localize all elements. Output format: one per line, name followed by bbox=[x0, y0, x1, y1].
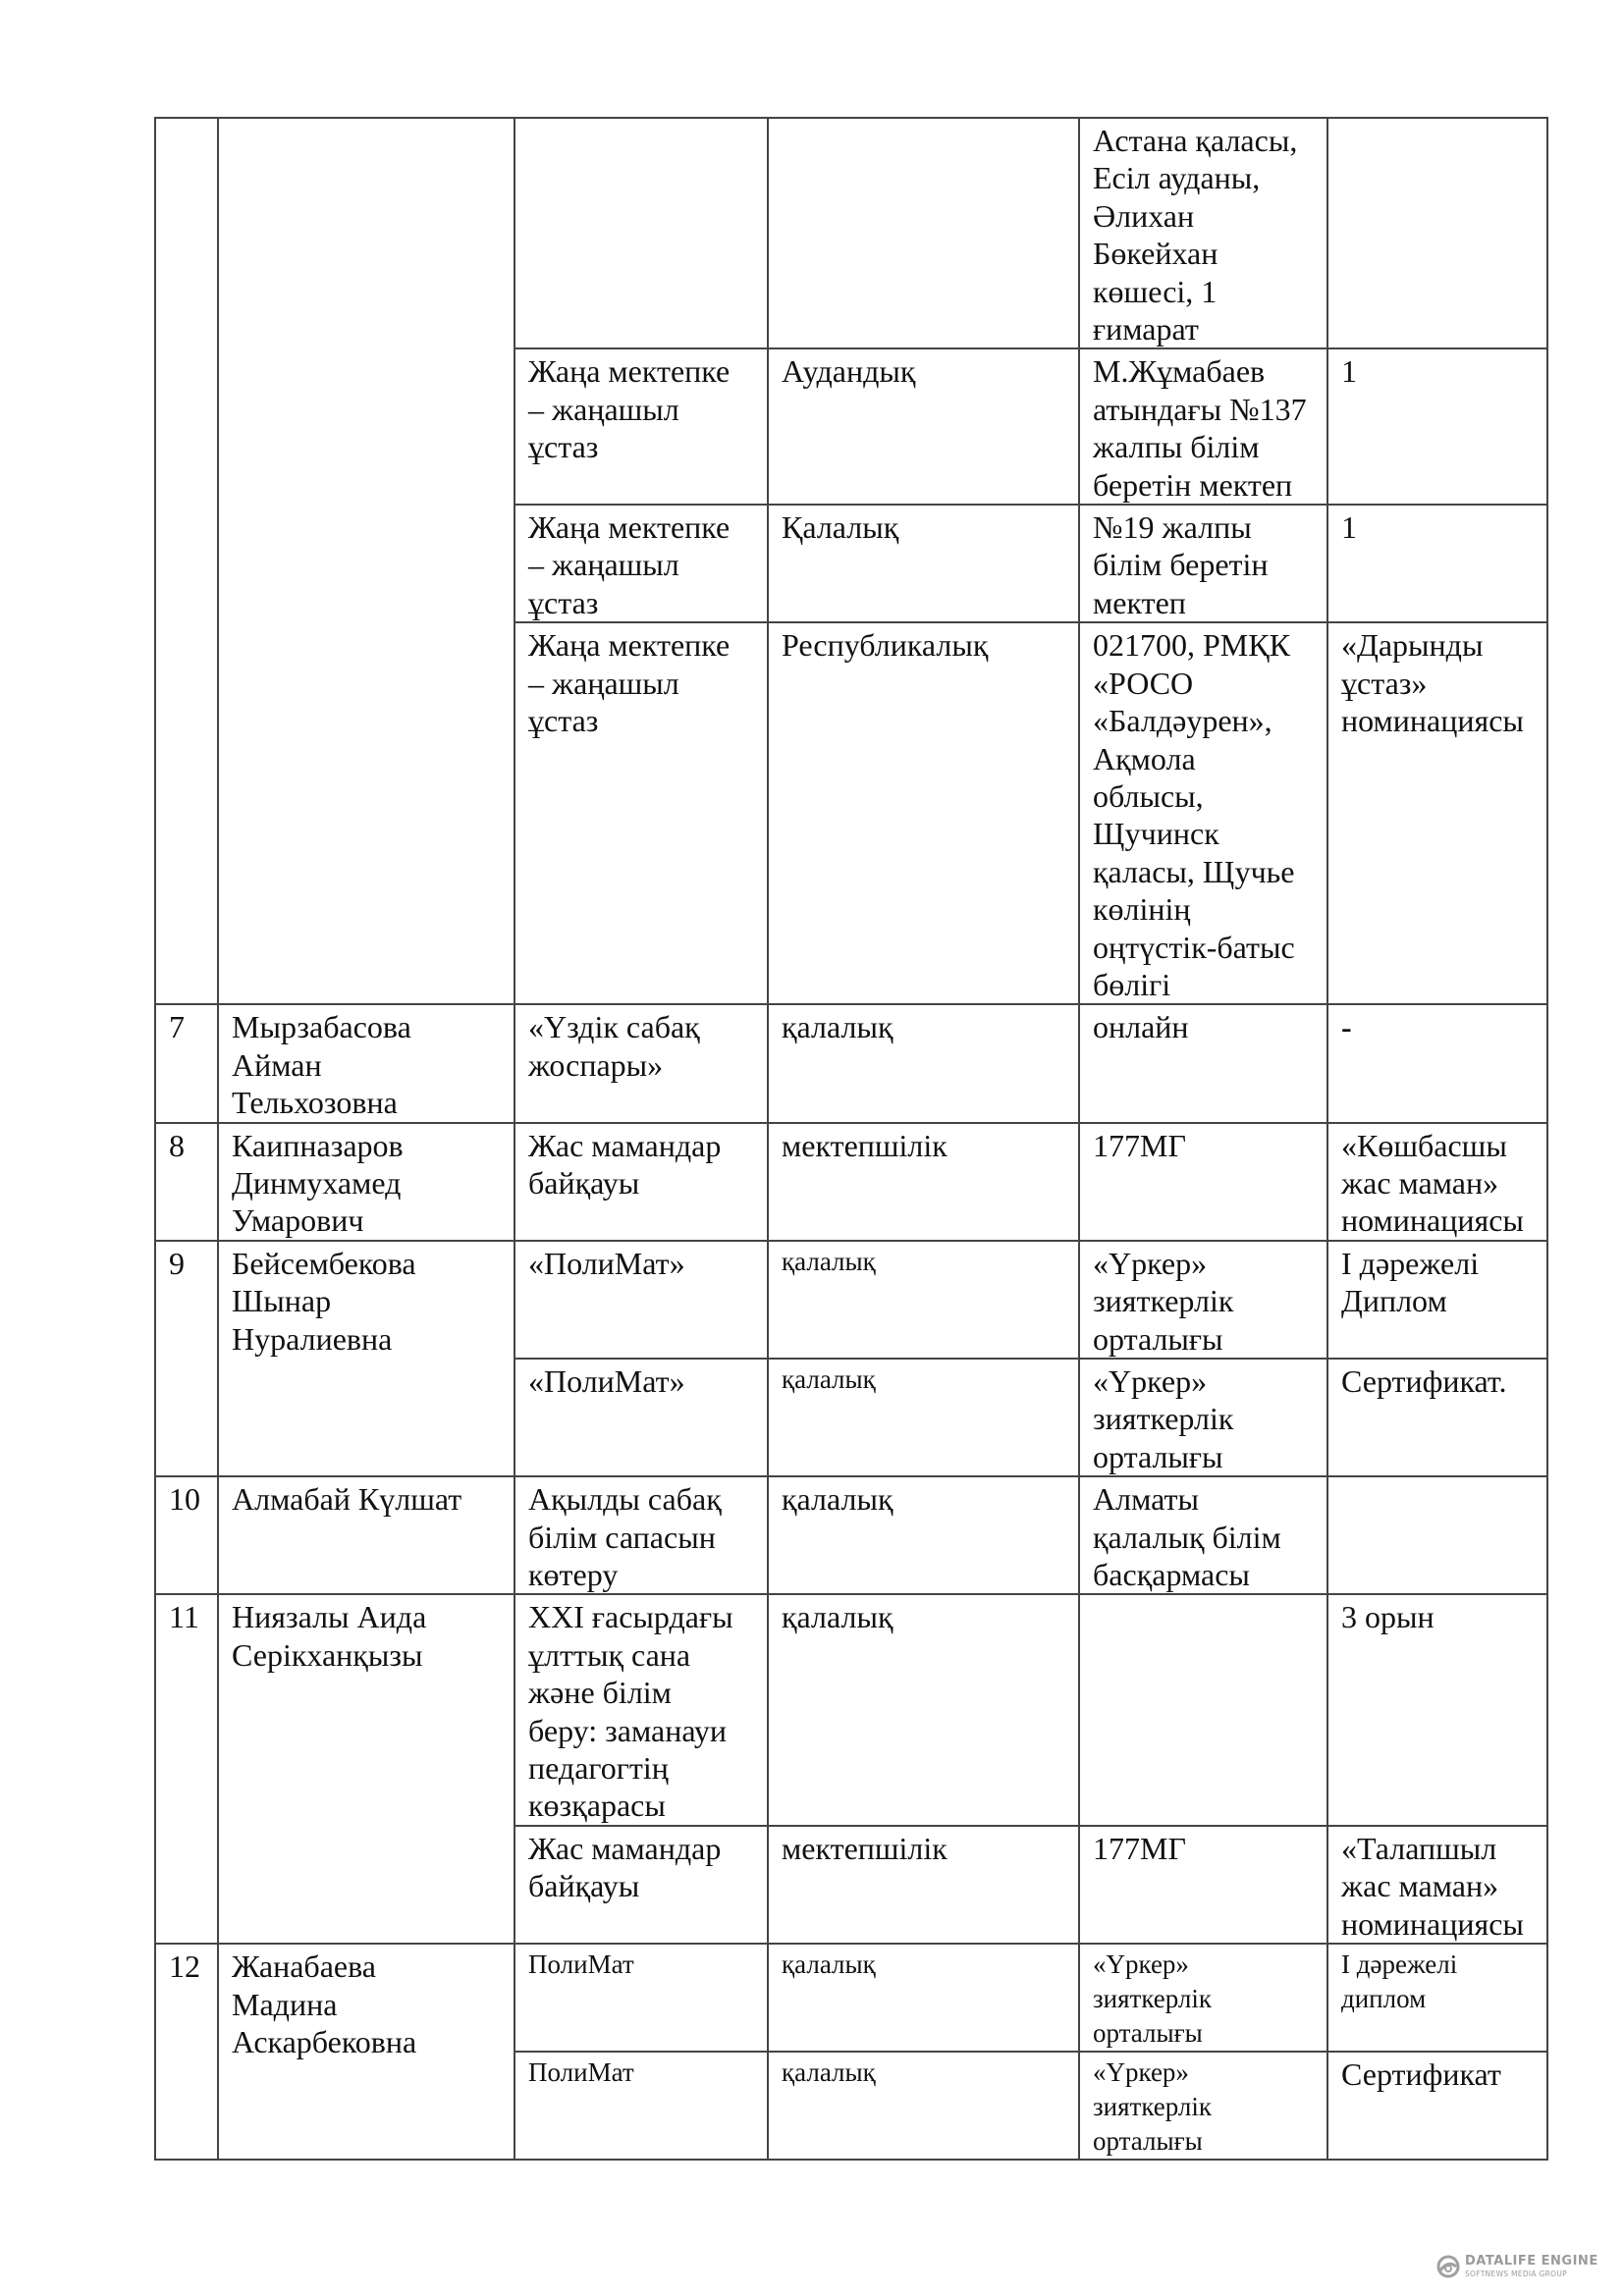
text-line: Жаңа мектепке bbox=[528, 509, 731, 546]
text-line: қалалық bbox=[782, 1009, 893, 1045]
table-row bbox=[155, 1944, 1547, 2052]
cell-contest bbox=[514, 1476, 768, 1594]
text-line: жоспары» bbox=[528, 1046, 664, 1083]
table-row bbox=[155, 118, 1547, 348]
text-line: беру: заманауи bbox=[528, 1712, 728, 1748]
text-line: номинациясы bbox=[1341, 1905, 1524, 1942]
text-line: білім сапасын bbox=[528, 1519, 716, 1555]
text-line: Щучинск bbox=[1093, 816, 1219, 852]
text-line: ПолиМат bbox=[528, 2057, 634, 2088]
text-line: байқауы bbox=[528, 1164, 640, 1201]
cell-level bbox=[768, 348, 1079, 505]
cell-name bbox=[218, 1241, 514, 1476]
cell-level bbox=[768, 1476, 1079, 1594]
text-line: Сертификат bbox=[1341, 2056, 1501, 2093]
cell-level bbox=[768, 1123, 1079, 1241]
cell-place bbox=[1079, 1123, 1327, 1241]
text-line: қалалық bbox=[782, 1246, 876, 1276]
text-line: Республикалық bbox=[782, 627, 989, 664]
cell-result bbox=[1327, 118, 1547, 348]
text-line: «Үркер» bbox=[1093, 1245, 1208, 1281]
text-line: көшесі, 1 bbox=[1093, 273, 1218, 309]
cell-result bbox=[1327, 1476, 1547, 1594]
text-line: Аудандық bbox=[782, 353, 916, 390]
text-line: ПолиМат bbox=[528, 1949, 634, 1980]
text-line: басқармасы bbox=[1093, 1557, 1250, 1593]
text-line: ұстаз bbox=[528, 584, 599, 620]
cell-number: 12 bbox=[155, 1944, 218, 2160]
text-line: орталығы bbox=[1093, 1320, 1223, 1357]
watermark-subtitle: SOFTNEWS MEDIA GROUP bbox=[1465, 2269, 1567, 2278]
text-line: зияткерлік bbox=[1093, 1283, 1234, 1319]
text-line: қалалық bbox=[782, 1364, 876, 1394]
cell-name bbox=[218, 1476, 514, 1594]
cell-place bbox=[1079, 1826, 1327, 1944]
text-line: Жаңа мектепке bbox=[528, 353, 731, 390]
cell-contest bbox=[514, 2052, 768, 2160]
text-line: ғимарат bbox=[1093, 311, 1199, 347]
text-line: «Үздік сабақ bbox=[528, 1009, 700, 1045]
cell-level bbox=[768, 1594, 1079, 1825]
table-row bbox=[155, 1241, 1547, 1359]
text-line: зияткерлік bbox=[1093, 1984, 1212, 2014]
cell-level bbox=[768, 1241, 1079, 1359]
text-line: ұлттық сана bbox=[528, 1636, 691, 1673]
watermark bbox=[1435, 2252, 1607, 2283]
text-line: – жаңашыл bbox=[528, 391, 679, 427]
cell-contest bbox=[514, 622, 768, 1004]
cell-result bbox=[1327, 1826, 1547, 1944]
cell-result bbox=[1327, 505, 1547, 622]
cell-contest bbox=[514, 1123, 768, 1241]
cell-contest bbox=[514, 1359, 768, 1476]
text-line: Нуралиевна bbox=[232, 1320, 393, 1357]
text-line: педагогтің bbox=[528, 1750, 669, 1787]
cell-result bbox=[1327, 1359, 1547, 1476]
text-line: – жаңашыл bbox=[528, 547, 679, 583]
text-line: Алмабай Күлшат bbox=[232, 1481, 462, 1518]
text-line: Жанабаева bbox=[232, 1949, 376, 1985]
text-line: Бөкейхан bbox=[1093, 236, 1218, 272]
text-line: Ақмола bbox=[1093, 740, 1196, 776]
text-line: «Дарынды bbox=[1341, 627, 1484, 664]
text-line: «РОСО bbox=[1093, 665, 1194, 701]
text-line: беретін мектеп bbox=[1093, 466, 1293, 503]
text-line: 3 орын bbox=[1341, 1599, 1435, 1635]
cell-contest bbox=[514, 348, 768, 505]
text-line: облысы, bbox=[1093, 777, 1204, 814]
text-line: жас маман» bbox=[1341, 1164, 1499, 1201]
table-row bbox=[155, 1004, 1547, 1122]
text-line: Есіл ауданы, bbox=[1093, 160, 1261, 196]
text-line: ұстаз bbox=[528, 703, 599, 739]
cell-result bbox=[1327, 1004, 1547, 1122]
text-line: I дәрежелі bbox=[1341, 1949, 1458, 1980]
text-line: 021700, РМҚК bbox=[1093, 627, 1290, 664]
cell-level bbox=[768, 505, 1079, 622]
cell-result bbox=[1327, 622, 1547, 1004]
text-line: XXI ғасырдағы bbox=[528, 1599, 733, 1635]
text-line: номинациясы bbox=[1341, 1202, 1524, 1239]
text-line: Мырзабасова bbox=[232, 1009, 411, 1045]
text-line: Серікханқызы bbox=[232, 1636, 423, 1673]
text-line: Жаңа мектепке bbox=[528, 627, 731, 664]
text-line: қалалық bbox=[782, 1599, 893, 1635]
text-line: Ақылды сабақ bbox=[528, 1481, 722, 1518]
cell-level bbox=[768, 1359, 1079, 1476]
text-line: Умарович bbox=[232, 1202, 364, 1239]
text-line: Жас мамандар bbox=[528, 1127, 722, 1163]
text-line: оңтүстік-батыс bbox=[1093, 929, 1295, 965]
text-line: «Талапшыл bbox=[1341, 1830, 1497, 1866]
text-line: Каипназаров bbox=[232, 1127, 404, 1163]
cell-name bbox=[218, 1004, 514, 1122]
text-line: №19 жалпы bbox=[1093, 509, 1252, 546]
cell-contest bbox=[514, 1826, 768, 1944]
text-line: жалпы білім bbox=[1093, 429, 1260, 465]
text-line: «Балдәурен», bbox=[1093, 703, 1272, 739]
table-row bbox=[155, 1594, 1547, 1825]
cell-name bbox=[218, 118, 514, 1004]
text-line: Жас мамандар bbox=[528, 1830, 722, 1866]
cell-result bbox=[1327, 2052, 1547, 2160]
cell-number: 8 bbox=[155, 1123, 218, 1241]
text-line: мектепшілік bbox=[782, 1830, 947, 1866]
text-line: қаласы, Щучье bbox=[1093, 853, 1295, 889]
cell-name bbox=[218, 1123, 514, 1241]
datalife-logo-icon bbox=[1435, 2254, 1461, 2279]
text-line: «ПолиМат» bbox=[528, 1245, 685, 1281]
text-line: қалалық bbox=[782, 1949, 876, 1980]
text-line: қалалық bbox=[782, 1481, 893, 1518]
text-line: «Үркер» bbox=[1093, 1363, 1208, 1399]
cell-number: 7 bbox=[155, 1004, 218, 1122]
cell-place bbox=[1079, 1594, 1327, 1825]
text-line: көзқарасы bbox=[528, 1788, 666, 1824]
text-line: Әлихан bbox=[1093, 197, 1195, 234]
text-line: М.Жұмабаев bbox=[1093, 353, 1266, 390]
text-line: Сертификат. bbox=[1341, 1363, 1507, 1399]
cell-level bbox=[768, 2052, 1079, 2160]
text-line: жас маман» bbox=[1341, 1868, 1499, 1904]
text-line: Шынар bbox=[232, 1283, 332, 1319]
cell-name bbox=[218, 1594, 514, 1944]
text-line: қалалық білім bbox=[1093, 1519, 1281, 1555]
cell-level bbox=[768, 1004, 1079, 1122]
table-body bbox=[155, 118, 1547, 2160]
cell-contest bbox=[514, 118, 768, 348]
text-line: көлінің bbox=[1093, 891, 1191, 928]
cell-place bbox=[1079, 118, 1327, 348]
text-line: 1 bbox=[1341, 353, 1357, 390]
cell-number: 11 bbox=[155, 1594, 218, 1944]
cell-place bbox=[1079, 1241, 1327, 1359]
cell-place bbox=[1079, 1944, 1327, 2052]
text-line: бөлігі bbox=[1093, 966, 1171, 1002]
cell-result bbox=[1327, 1944, 1547, 2052]
cell-result bbox=[1327, 1241, 1547, 1359]
text-line: «Үркер» bbox=[1093, 2057, 1189, 2088]
awards-table bbox=[154, 117, 1548, 2161]
cell-name bbox=[218, 1944, 514, 2160]
text-line: - bbox=[1341, 1009, 1352, 1045]
text-line: Астана қаласы, bbox=[1093, 123, 1298, 158]
cell-level bbox=[768, 622, 1079, 1004]
text-line: «Көшбасшы bbox=[1341, 1127, 1507, 1163]
text-line: зияткерлік bbox=[1093, 1401, 1234, 1437]
cell-result bbox=[1327, 348, 1547, 505]
cell-place bbox=[1079, 622, 1327, 1004]
cell-result bbox=[1327, 1123, 1547, 1241]
cell-place bbox=[1079, 1004, 1327, 1122]
text-line: Қалалық bbox=[782, 509, 899, 546]
text-line: зияткерлік bbox=[1093, 2092, 1212, 2122]
cell-place bbox=[1079, 1359, 1327, 1476]
cell-result bbox=[1327, 1594, 1547, 1825]
cell-number: 10 bbox=[155, 1476, 218, 1594]
text-line: Ниязалы Аида bbox=[232, 1599, 427, 1635]
text-line: көтеру bbox=[528, 1557, 619, 1593]
cell-place bbox=[1079, 505, 1327, 622]
cell-contest bbox=[514, 505, 768, 622]
cell-level bbox=[768, 1944, 1079, 2052]
text-line: Тельхозовна bbox=[232, 1085, 398, 1121]
text-line: I дәрежелі bbox=[1341, 1245, 1480, 1281]
table-row bbox=[155, 1123, 1547, 1241]
text-line: Айман bbox=[232, 1046, 322, 1083]
cell-number bbox=[155, 118, 218, 1004]
text-line: диплом bbox=[1341, 1984, 1427, 2014]
text-line: номинациясы bbox=[1341, 703, 1524, 739]
text-line: 177МГ bbox=[1093, 1830, 1186, 1866]
text-line: Бейсембекова bbox=[232, 1245, 416, 1281]
cell-place bbox=[1079, 348, 1327, 505]
text-line: мектеп bbox=[1093, 584, 1186, 620]
cell-number: 9 bbox=[155, 1241, 218, 1476]
text-line: Диплом bbox=[1341, 1283, 1447, 1319]
text-line: Алматы bbox=[1093, 1481, 1199, 1518]
text-line: және білім bbox=[528, 1675, 672, 1711]
text-line: 1 bbox=[1341, 509, 1357, 546]
text-line: қалалық bbox=[782, 2057, 876, 2088]
text-line: Динмухамед bbox=[232, 1164, 402, 1201]
cell-contest bbox=[514, 1004, 768, 1122]
cell-contest bbox=[514, 1944, 768, 2052]
text-line: – жаңашыл bbox=[528, 665, 679, 701]
text-line: байқауы bbox=[528, 1868, 640, 1904]
cell-level bbox=[768, 118, 1079, 348]
cell-contest bbox=[514, 1594, 768, 1825]
text-line: Аскарбековна bbox=[232, 2023, 417, 2059]
cell-place bbox=[1079, 2052, 1327, 2160]
text-line: ұстаз bbox=[528, 429, 599, 465]
text-line: онлайн bbox=[1093, 1009, 1189, 1045]
text-line: «Үркер» bbox=[1093, 1949, 1189, 1980]
cell-place bbox=[1079, 1476, 1327, 1594]
text-line: «ПолиМат» bbox=[528, 1363, 685, 1399]
text-line: орталығы bbox=[1093, 2126, 1203, 2157]
text-line: ұстаз» bbox=[1341, 665, 1428, 701]
text-line: 177МГ bbox=[1093, 1127, 1186, 1163]
text-line: Мадина bbox=[232, 1986, 338, 2022]
cell-level bbox=[768, 1826, 1079, 1944]
table-row bbox=[155, 1476, 1547, 1594]
cell-contest bbox=[514, 1241, 768, 1359]
text-line: орталығы bbox=[1093, 1438, 1223, 1474]
text-line: білім беретін bbox=[1093, 547, 1269, 583]
text-line: орталығы bbox=[1093, 2018, 1203, 2049]
watermark-title: DATALIFE ENGINE bbox=[1465, 2254, 1598, 2269]
text-line: атындағы №137 bbox=[1093, 391, 1307, 427]
text-line: мектепшілік bbox=[782, 1127, 947, 1163]
